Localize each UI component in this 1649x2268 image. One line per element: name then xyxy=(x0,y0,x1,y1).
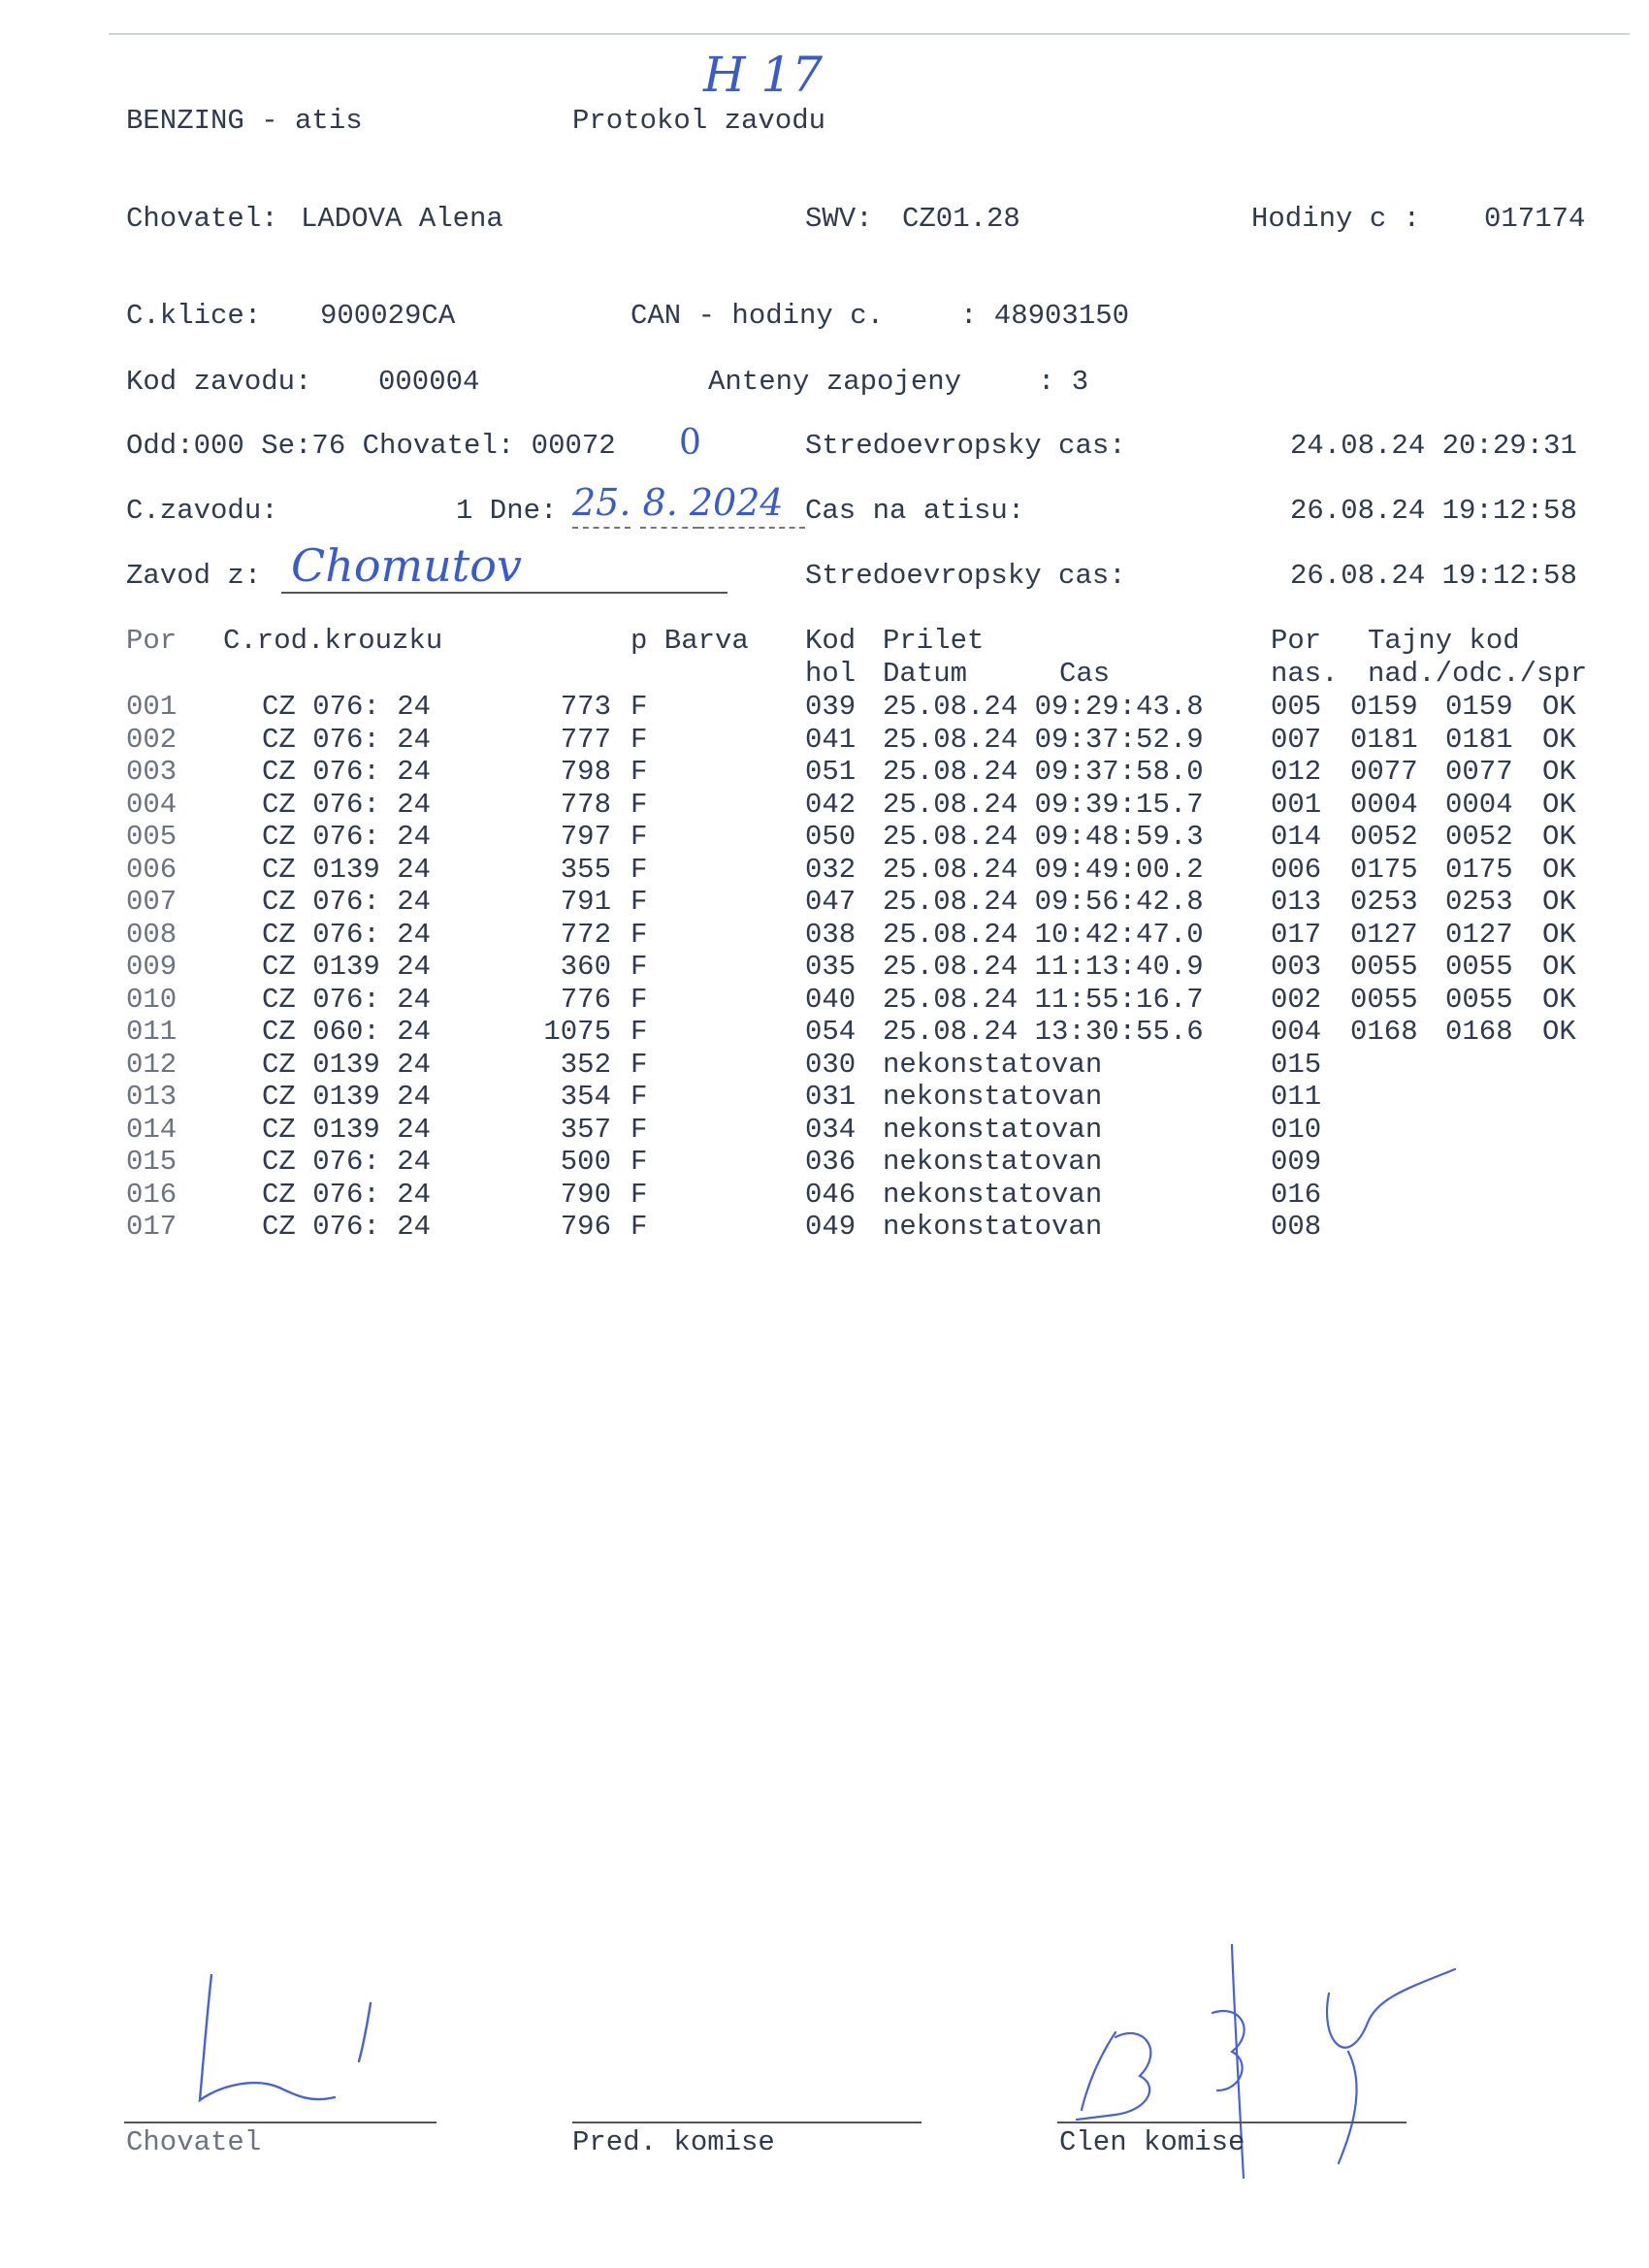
cell-kod: 051 xyxy=(805,756,857,788)
antennas-value: : 3 xyxy=(1038,366,1089,398)
cell-arrival: 25.08.24 11:13:40.9 xyxy=(883,951,1204,983)
table-row xyxy=(0,951,1649,984)
cell-por: 011 xyxy=(126,1016,178,1048)
cell-kod: 041 xyxy=(805,723,857,756)
cell-por: 002 xyxy=(126,723,178,756)
can-value: : 48903150 xyxy=(960,300,1130,332)
cet2-label: Stredoevropsky cas: xyxy=(805,560,1126,592)
cell-kod: 050 xyxy=(805,821,857,853)
cell-spr: OK xyxy=(1542,788,1576,821)
swv-label: SWV: xyxy=(805,203,873,235)
chairman-signature-label: Pred. komise xyxy=(572,2126,775,2158)
cell-kod: 031 xyxy=(805,1081,857,1113)
cell-por: 006 xyxy=(126,853,178,886)
cell-por: 013 xyxy=(126,1081,178,1113)
cell-nas: 010 xyxy=(1271,1113,1322,1146)
cell-ring: CZ 076: 24 xyxy=(262,788,432,821)
table-row xyxy=(0,1211,1649,1244)
table-row xyxy=(0,1114,1649,1147)
col-header-hol: hol xyxy=(805,658,857,690)
cell-color: F xyxy=(630,886,648,918)
cell-por: 012 xyxy=(126,1048,178,1081)
cell-kod: 046 xyxy=(805,1178,857,1211)
col-header-kod: Kod xyxy=(805,625,857,657)
cell-nas: 006 xyxy=(1271,853,1322,886)
cell-nas: 009 xyxy=(1271,1146,1322,1178)
cell-num: 796 xyxy=(560,1211,611,1243)
cell-odc: 0159 xyxy=(1445,691,1513,723)
can-label: CAN - hodiny c. xyxy=(630,300,885,332)
cell-arrival: 25.08.24 09:37:58.0 xyxy=(883,756,1204,788)
cell-num: 360 xyxy=(560,951,611,983)
col-header-cas: Cas xyxy=(1059,658,1111,690)
cell-odc: 0127 xyxy=(1445,918,1513,951)
cell-arrival: nekonstatovan xyxy=(883,1146,1103,1178)
atis-time-label: Cas na atisu: xyxy=(805,495,1025,527)
cell-nas: 012 xyxy=(1271,756,1322,788)
cell-kod: 032 xyxy=(805,853,857,886)
table-row xyxy=(0,1146,1649,1179)
cell-por: 014 xyxy=(126,1113,178,1146)
cell-arrival: 25.08.24 09:29:43.8 xyxy=(883,691,1204,723)
cell-arrival: 25.08.24 09:39:15.7 xyxy=(883,788,1204,821)
cell-odc: 0004 xyxy=(1445,788,1513,821)
cell-arrival: 25.08.24 09:48:59.3 xyxy=(883,821,1204,853)
cell-spr: OK xyxy=(1542,951,1576,983)
cell-nas: 005 xyxy=(1271,691,1322,723)
cell-por: 003 xyxy=(126,756,178,788)
cell-ring: CZ 076: 24 xyxy=(262,886,432,918)
system-name: BENZING - atis xyxy=(126,105,363,137)
cell-nad: 0168 xyxy=(1350,1016,1418,1048)
cell-color: F xyxy=(630,1081,648,1113)
cell-nas: 014 xyxy=(1271,821,1322,853)
cell-num: 797 xyxy=(560,821,611,853)
cell-arrival: 25.08.24 09:37:52.9 xyxy=(883,723,1204,756)
cell-nad: 0175 xyxy=(1350,853,1418,886)
cell-por: 005 xyxy=(126,821,178,853)
cell-odc: 0175 xyxy=(1445,853,1513,886)
cell-arrival: 25.08.24 11:55:16.7 xyxy=(883,983,1204,1016)
cell-color: F xyxy=(630,951,648,983)
cell-odc: 0052 xyxy=(1445,821,1513,853)
cell-nas: 017 xyxy=(1271,918,1322,951)
clock-label: Hodiny c : xyxy=(1251,203,1421,235)
cell-por: 009 xyxy=(126,951,178,983)
cell-nas: 003 xyxy=(1271,951,1322,983)
table-row xyxy=(0,789,1649,822)
col-header-por-nas-1: Por xyxy=(1271,625,1322,657)
cell-odc: 0253 xyxy=(1445,886,1513,918)
cell-kod: 042 xyxy=(805,788,857,821)
race-no-value: 1 Dne: xyxy=(456,495,558,527)
cell-spr: OK xyxy=(1542,1016,1576,1048)
cell-kod: 036 xyxy=(805,1146,857,1178)
key-value: 900029CA xyxy=(320,300,456,332)
cell-num: 352 xyxy=(560,1048,611,1081)
cell-color: F xyxy=(630,691,648,723)
breeder-signature-line xyxy=(124,2122,436,2123)
cell-por: 010 xyxy=(126,983,178,1016)
cell-ring: CZ 076: 24 xyxy=(262,1146,432,1178)
cell-arrival: nekonstatovan xyxy=(883,1211,1103,1243)
cell-color: F xyxy=(630,1048,648,1081)
cell-num: 798 xyxy=(560,756,611,788)
cell-ring: CZ 0139 24 xyxy=(262,1081,432,1113)
cell-num: 791 xyxy=(560,886,611,918)
cell-nad: 0159 xyxy=(1350,691,1418,723)
col-header-ring: C.rod.krouzku xyxy=(223,625,443,657)
date-year-blank xyxy=(698,527,805,529)
cell-por: 004 xyxy=(126,788,178,821)
cell-por: 016 xyxy=(126,1178,178,1211)
cell-ring: CZ 0139 24 xyxy=(262,853,432,886)
breeder-name: LADOVA Alena xyxy=(301,203,503,235)
table-row xyxy=(0,886,1649,919)
cell-num: 354 xyxy=(560,1081,611,1113)
cell-nas: 013 xyxy=(1271,886,1322,918)
cell-arrival: 25.08.24 09:56:42.8 xyxy=(883,886,1204,918)
cell-color: F xyxy=(630,821,648,853)
col-header-por-nas-2: nas. xyxy=(1271,658,1339,690)
race-date-handwritten: 25. 8. 2024 xyxy=(572,481,784,524)
cell-kod: 049 xyxy=(805,1211,857,1243)
chairman-signature-line xyxy=(572,2122,922,2123)
cell-ring: CZ 076: 24 xyxy=(262,821,432,853)
cell-kod: 030 xyxy=(805,1048,857,1081)
cell-num: 777 xyxy=(560,723,611,756)
cell-spr: OK xyxy=(1542,756,1576,788)
date-day-blank xyxy=(572,527,630,529)
cell-color: F xyxy=(630,756,648,788)
table-row xyxy=(0,724,1649,757)
cell-spr: OK xyxy=(1542,918,1576,951)
cell-arrival: 25.08.24 10:42:47.0 xyxy=(883,918,1204,951)
cell-color: F xyxy=(630,983,648,1016)
race-code-label: Kod zavodu: xyxy=(126,366,312,398)
race-from-label: Zavod z: xyxy=(126,560,262,592)
cell-ring: CZ 060: 24 xyxy=(262,1016,432,1048)
cell-arrival: 25.08.24 09:49:00.2 xyxy=(883,853,1204,886)
cell-arrival: nekonstatovan xyxy=(883,1178,1103,1211)
cell-nas: 002 xyxy=(1271,983,1322,1016)
cell-num: 773 xyxy=(560,691,611,723)
cet1-value: 24.08.24 20:29:31 xyxy=(1290,430,1577,462)
col-header-datum: Datum xyxy=(883,658,968,690)
table-row xyxy=(0,984,1649,1017)
odd-handwritten-digit: 0 xyxy=(679,423,701,463)
cell-nas: 011 xyxy=(1271,1081,1322,1113)
cell-por: 015 xyxy=(126,1146,178,1178)
cell-nas: 007 xyxy=(1271,723,1322,756)
race-code-value: 000004 xyxy=(378,366,480,398)
cell-num: 776 xyxy=(560,983,611,1016)
cell-num: 1075 xyxy=(543,1016,611,1048)
table-row xyxy=(0,1081,1649,1114)
cell-odc: 0055 xyxy=(1445,951,1513,983)
clock-value: 017174 xyxy=(1484,203,1586,235)
cell-nad: 0052 xyxy=(1350,821,1418,853)
cell-nas: 008 xyxy=(1271,1211,1322,1243)
cell-por: 017 xyxy=(126,1211,178,1243)
table-row xyxy=(0,1049,1649,1082)
table-row xyxy=(0,854,1649,887)
member-signature-label: Clen komise xyxy=(1059,2126,1245,2158)
cell-color: F xyxy=(630,723,648,756)
race-no-label: C.zavodu: xyxy=(126,495,278,527)
cell-num: 355 xyxy=(560,853,611,886)
document-title: Protokol zavodu xyxy=(572,105,826,137)
table-row xyxy=(0,1179,1649,1212)
antennas-label: Anteny zapojeny xyxy=(708,366,962,398)
cell-ring: CZ 076: 24 xyxy=(262,723,432,756)
breeder-label: Chovatel: xyxy=(126,203,278,235)
cell-kod: 035 xyxy=(805,951,857,983)
cell-odc: 0168 xyxy=(1445,1016,1513,1048)
col-header-secret-2: nad./odc./spr xyxy=(1368,658,1588,690)
cell-spr: OK xyxy=(1542,853,1576,886)
cell-num: 790 xyxy=(560,1178,611,1211)
cell-num: 772 xyxy=(560,918,611,951)
cet1-label: Stredoevropsky cas: xyxy=(805,430,1126,462)
cell-odc: 0055 xyxy=(1445,983,1513,1016)
cell-kod: 038 xyxy=(805,918,857,951)
cell-num: 778 xyxy=(560,788,611,821)
cell-kod: 039 xyxy=(805,691,857,723)
cell-color: F xyxy=(630,853,648,886)
col-header-por: Por xyxy=(126,625,178,657)
cell-kod: 034 xyxy=(805,1113,857,1146)
cell-nas: 004 xyxy=(1271,1016,1322,1048)
cell-color: F xyxy=(630,1016,648,1048)
cell-nad: 0055 xyxy=(1350,983,1418,1016)
cell-arrival: nekonstatovan xyxy=(883,1048,1103,1081)
cell-odc: 0181 xyxy=(1445,723,1513,756)
cell-color: F xyxy=(630,1178,648,1211)
cell-kod: 054 xyxy=(805,1016,857,1048)
cell-odc: 0077 xyxy=(1445,756,1513,788)
cell-color: F xyxy=(630,788,648,821)
cell-ring: CZ 076: 24 xyxy=(262,691,432,723)
cell-color: F xyxy=(630,1146,648,1178)
col-header-secret-1: Tajny kod xyxy=(1368,625,1520,657)
cell-nad: 0077 xyxy=(1350,756,1418,788)
cell-num: 500 xyxy=(560,1146,611,1178)
cell-arrival: nekonstatovan xyxy=(883,1113,1103,1146)
atis-time-value: 26.08.24 19:12:58 xyxy=(1290,495,1577,527)
cell-color: F xyxy=(630,918,648,951)
cell-spr: OK xyxy=(1542,983,1576,1016)
table-row xyxy=(0,756,1649,789)
cell-ring: CZ 076: 24 xyxy=(262,756,432,788)
cell-nad: 0181 xyxy=(1350,723,1418,756)
cell-spr: OK xyxy=(1542,723,1576,756)
handwritten-page-ref: H 17 xyxy=(703,47,824,103)
top-rule xyxy=(109,33,1630,35)
date-month-blank xyxy=(640,527,698,529)
cell-ring: CZ 0139 24 xyxy=(262,951,432,983)
cell-nad: 0127 xyxy=(1350,918,1418,951)
col-header-prilet: Prilet xyxy=(883,625,985,657)
table-row xyxy=(0,691,1649,724)
cell-spr: OK xyxy=(1542,886,1576,918)
odd-line: Odd:000 Se:76 Chovatel: 00072 xyxy=(126,430,616,462)
cell-ring: CZ 076: 24 xyxy=(262,918,432,951)
cell-num: 357 xyxy=(560,1113,611,1146)
cell-por: 007 xyxy=(126,886,178,918)
cell-spr: OK xyxy=(1542,691,1576,723)
race-from-blank xyxy=(281,592,728,594)
cell-ring: CZ 076: 24 xyxy=(262,1178,432,1211)
cell-por: 001 xyxy=(126,691,178,723)
cell-color: F xyxy=(630,1113,648,1146)
cell-nas: 016 xyxy=(1271,1178,1322,1211)
race-from-handwritten: Chomutov xyxy=(291,539,522,592)
cell-ring: CZ 076: 24 xyxy=(262,983,432,1016)
cell-ring: CZ 0139 24 xyxy=(262,1113,432,1146)
cell-kod: 040 xyxy=(805,983,857,1016)
member-signature-line xyxy=(1057,2122,1406,2123)
cell-kod: 047 xyxy=(805,886,857,918)
key-label: C.klice: xyxy=(126,300,262,332)
table-row xyxy=(0,1016,1649,1049)
breeder-signature xyxy=(165,1969,398,2124)
swv-value: CZ01.28 xyxy=(902,203,1020,235)
cell-arrival: nekonstatovan xyxy=(883,1081,1103,1113)
cell-nas: 015 xyxy=(1271,1048,1322,1081)
cell-ring: CZ 0139 24 xyxy=(262,1048,432,1081)
col-header-p-color: p Barva xyxy=(630,625,749,657)
cell-color: F xyxy=(630,1211,648,1243)
cell-nas: 001 xyxy=(1271,788,1322,821)
cell-spr: OK xyxy=(1542,821,1576,853)
cell-por: 008 xyxy=(126,918,178,951)
cell-ring: CZ 076: 24 xyxy=(262,1211,432,1243)
table-row xyxy=(0,821,1649,854)
cell-nad: 0055 xyxy=(1350,951,1418,983)
cell-arrival: 25.08.24 13:30:55.6 xyxy=(883,1016,1204,1048)
table-row xyxy=(0,919,1649,952)
cell-nad: 0004 xyxy=(1350,788,1418,821)
breeder-signature-label: Chovatel xyxy=(126,2126,262,2158)
cell-nad: 0253 xyxy=(1350,886,1418,918)
cet2-value: 26.08.24 19:12:58 xyxy=(1290,560,1577,592)
